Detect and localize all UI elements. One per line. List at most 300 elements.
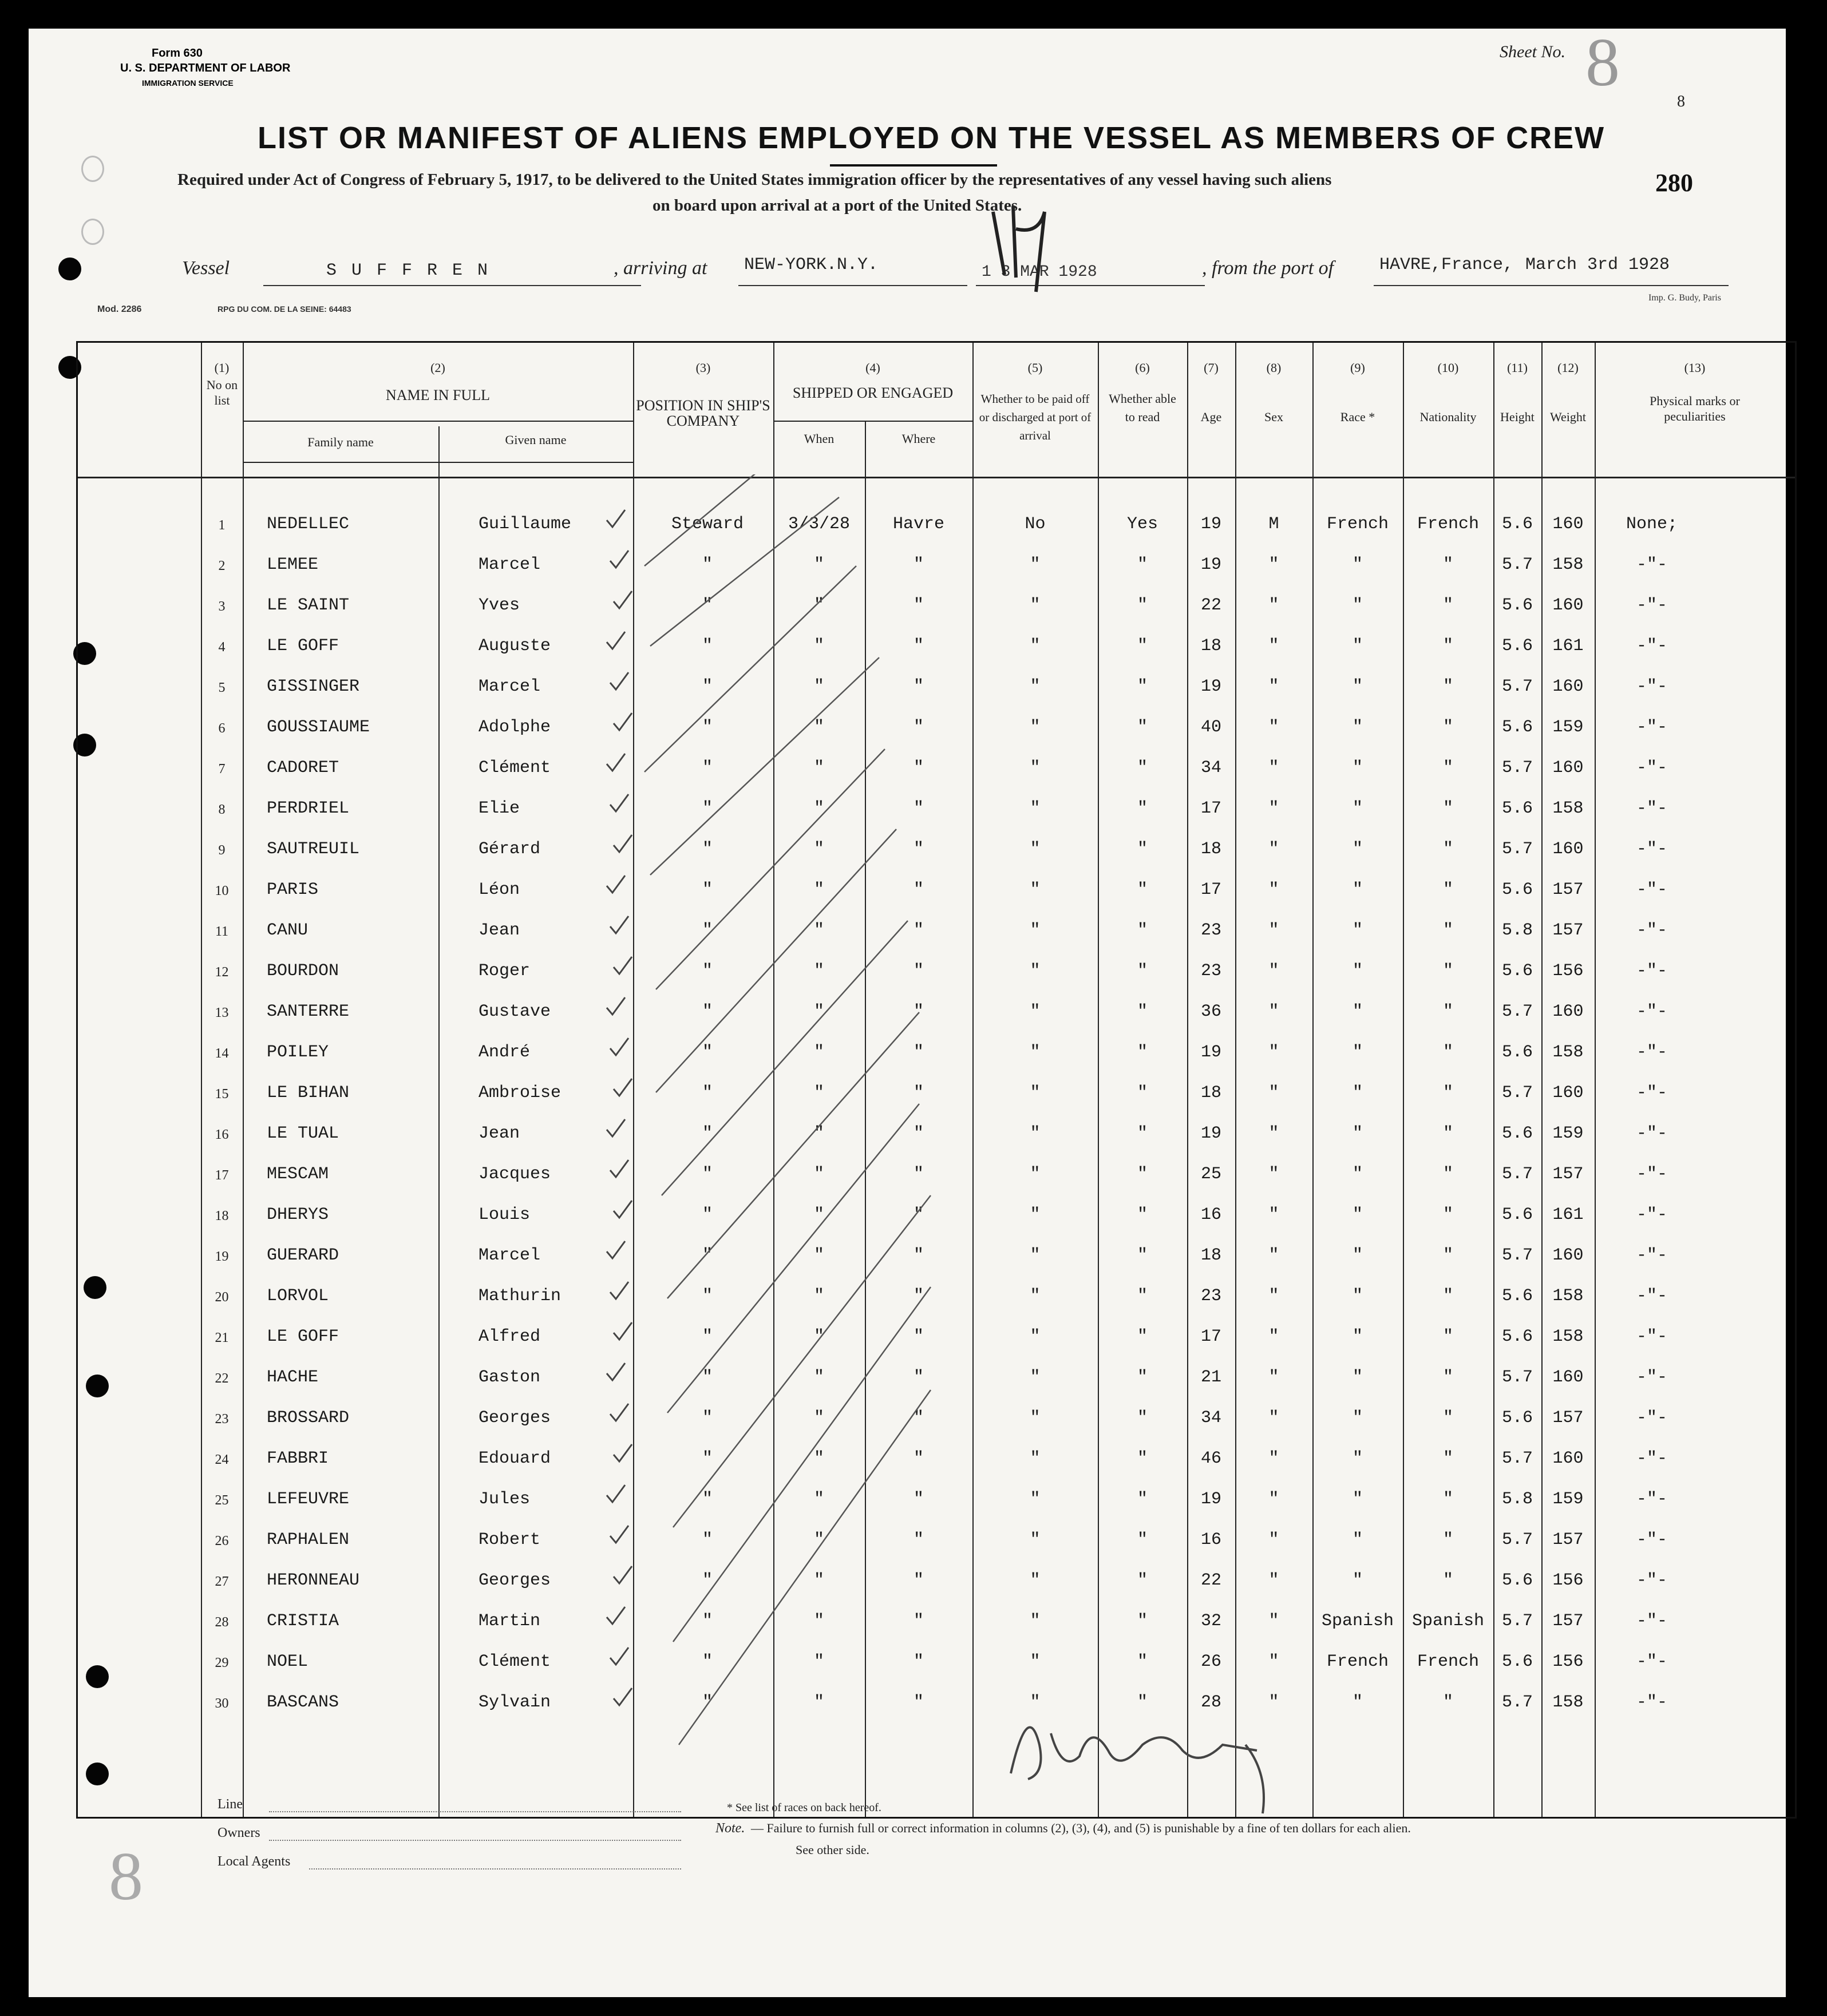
vessel-underline (263, 285, 641, 286)
cell-given: Sylvain (478, 1693, 551, 1712)
cell-nationality: " (1442, 799, 1453, 818)
cell-when: " (813, 1124, 824, 1143)
cell-weight: 158 (1552, 1286, 1584, 1306)
cell-position: " (702, 1693, 713, 1712)
cell-position: " (702, 718, 713, 737)
cell-weight: 158 (1552, 799, 1584, 818)
cell-sex: " (1268, 636, 1279, 656)
cell-position: " (702, 677, 713, 696)
cell-no: 28 (215, 1615, 229, 1630)
cell-given: Clément (478, 1652, 551, 1672)
cell-sex: " (1268, 1165, 1279, 1184)
cell-height: 5.7 (1501, 1693, 1533, 1712)
cell-given: Marcel (478, 555, 541, 575)
form-number: Form 630 (152, 47, 203, 60)
cell-marks: -"- (1636, 1246, 1667, 1265)
cell-age: 18 (1200, 1083, 1221, 1103)
col1-number: (1) (214, 361, 230, 375)
from-underline (1374, 285, 1729, 286)
cell-sex: " (1268, 880, 1279, 900)
cell-no: 20 (215, 1290, 229, 1305)
cell-nationality: " (1442, 636, 1453, 656)
cell-position: " (702, 1165, 713, 1184)
cell-given: Ambroise (478, 1083, 561, 1103)
cell-height: 5.7 (1501, 758, 1533, 778)
cell-sex: " (1268, 961, 1279, 981)
cell-given: Georges (478, 1571, 551, 1590)
col8-number: (8) (1266, 361, 1282, 375)
cell-height: 5.6 (1501, 514, 1533, 534)
cell-nationality: " (1442, 1205, 1453, 1225)
col12-number: (12) (1557, 361, 1579, 375)
cell-when: " (813, 921, 824, 940)
signature (994, 1688, 1291, 1819)
col10-number: (10) (1437, 361, 1459, 375)
cell-where: " (913, 1124, 924, 1143)
agents-label: Local Agents (217, 1854, 291, 1869)
cell-read: " (1137, 839, 1148, 859)
cell-weight: 160 (1552, 1246, 1584, 1265)
cell-no: 30 (215, 1696, 229, 1711)
cell-race: " (1352, 636, 1363, 656)
cell-no: 19 (215, 1249, 229, 1264)
cell-paid: No (1025, 514, 1046, 534)
cell-paid: " (1030, 1205, 1041, 1225)
cell-given: Adolphe (478, 718, 551, 737)
cell-position: " (702, 1490, 713, 1509)
cell-read: " (1137, 555, 1148, 575)
cell-where: " (913, 636, 924, 656)
cell-height: 5.7 (1501, 555, 1533, 575)
cell-family: LE SAINT (267, 596, 350, 615)
cell-no: 17 (215, 1168, 229, 1183)
cell-age: 19 (1200, 1124, 1221, 1143)
cell-position: " (702, 1449, 713, 1468)
cell-no: 23 (215, 1412, 229, 1427)
cell-read: " (1137, 677, 1148, 696)
cell-sex: " (1268, 1449, 1279, 1468)
cell-when: " (813, 1165, 824, 1184)
cell-marks: -"- (1636, 799, 1667, 818)
col4-number: (4) (865, 361, 880, 375)
cell-given: Georges (478, 1408, 551, 1428)
cell-when: " (813, 1530, 824, 1550)
cell-nationality: French (1417, 514, 1480, 534)
cell-nationality: " (1442, 1693, 1453, 1712)
cell-paid: " (1030, 758, 1041, 778)
cell-marks: -"- (1636, 839, 1667, 859)
cell-read: " (1137, 1652, 1148, 1672)
cell-when: " (813, 1449, 824, 1468)
cell-marks: -"- (1636, 1449, 1667, 1468)
cell-weight: 160 (1552, 514, 1584, 534)
cell-when: " (813, 1286, 824, 1306)
cell-nationality: " (1442, 880, 1453, 900)
cell-family: HACHE (267, 1368, 319, 1387)
cell-no: 24 (215, 1452, 229, 1467)
side-number: 280 (1655, 169, 1693, 197)
cell-no: 16 (215, 1127, 229, 1142)
line-field (269, 1811, 681, 1812)
cell-weight: 157 (1552, 880, 1584, 900)
cell-sex: " (1268, 1611, 1279, 1631)
cell-given: Marcel (478, 1246, 541, 1265)
mod-label: Mod. 2286 (97, 304, 142, 314)
cell-age: 19 (1200, 555, 1221, 575)
cell-paid: " (1030, 1043, 1041, 1062)
cell-weight: 158 (1552, 1693, 1584, 1712)
cell-family: LE BIHAN (267, 1083, 350, 1103)
cell-read: " (1137, 961, 1148, 981)
printer-label: Imp. G. Budy, Paris (1648, 293, 1721, 303)
arrival-underline (738, 285, 967, 286)
cell-where: " (913, 921, 924, 940)
cell-no: 12 (215, 965, 229, 980)
cell-sex: " (1268, 677, 1279, 696)
cell-age: 17 (1200, 1327, 1221, 1346)
cell-height: 5.7 (1501, 1368, 1533, 1387)
cell-sex: " (1268, 799, 1279, 818)
cell-height: 5.6 (1501, 1286, 1533, 1306)
cell-race: French (1326, 514, 1389, 534)
agents-field (309, 1868, 681, 1870)
cell-no: 7 (218, 762, 226, 777)
cell-family: RAPHALEN (267, 1530, 350, 1550)
cell-weight: 159 (1552, 1490, 1584, 1509)
crew-table (76, 341, 1797, 1819)
cell-weight: 157 (1552, 1530, 1584, 1550)
cell-height: 5.6 (1501, 961, 1533, 981)
cell-nationality: " (1442, 555, 1453, 575)
col5-number: (5) (1027, 361, 1043, 375)
sheet-label: Sheet No. (1500, 42, 1565, 61)
cell-race: " (1352, 961, 1363, 981)
cell-weight: 157 (1552, 921, 1584, 940)
cell-given: Jean (478, 1124, 520, 1143)
col5-header: Whether to be paid off or discharged at port of arrival (979, 392, 1092, 442)
cell-read: " (1137, 1571, 1148, 1590)
cell-given: Mathurin (478, 1286, 561, 1306)
cell-when: " (813, 1693, 824, 1712)
cell-marks: -"- (1636, 1002, 1667, 1021)
cell-paid: " (1030, 799, 1041, 818)
cell-nationality: " (1442, 839, 1453, 859)
cell-read: " (1137, 758, 1148, 778)
cell-family: LORVOL (267, 1286, 329, 1306)
cell-paid: " (1030, 1490, 1041, 1509)
cell-sex: " (1268, 1490, 1279, 1509)
cell-age: 23 (1200, 1286, 1221, 1306)
cell-given: Edouard (478, 1449, 551, 1468)
cell-family: CRISTIA (267, 1611, 339, 1631)
cell-when: " (813, 1611, 824, 1631)
cell-nationality: " (1442, 677, 1453, 696)
corner-mark: 8 (109, 1838, 143, 1914)
cell-family: HERONNEAU (267, 1571, 360, 1590)
cell-paid: " (1030, 1246, 1041, 1265)
cell-position: " (702, 880, 713, 900)
cell-family: CANU (267, 921, 309, 940)
cell-when: " (813, 758, 824, 778)
cell-where: " (913, 1165, 924, 1184)
cell-race: " (1352, 1002, 1363, 1021)
cell-read: " (1137, 718, 1148, 737)
owners-field (269, 1840, 681, 1841)
cell-no: 1 (218, 518, 226, 533)
cell-position: " (702, 758, 713, 778)
cell-paid: " (1030, 1693, 1041, 1712)
cell-read: " (1137, 799, 1148, 818)
cell-paid: " (1030, 880, 1041, 900)
cell-marks: -"- (1636, 1571, 1667, 1590)
cell-weight: 160 (1552, 677, 1584, 696)
cell-when: " (813, 1408, 824, 1428)
cell-position: " (702, 1002, 713, 1021)
cell-weight: 160 (1552, 1449, 1584, 1468)
cell-given: Gérard (478, 839, 541, 859)
cell-weight: 156 (1552, 1652, 1584, 1672)
cell-position: " (702, 839, 713, 859)
col7-number: (7) (1204, 361, 1219, 375)
cell-weight: 160 (1552, 1083, 1584, 1103)
cell-height: 5.7 (1501, 677, 1533, 696)
cell-family: NOEL (267, 1652, 309, 1672)
cell-weight: 157 (1552, 1611, 1584, 1631)
cell-no: 6 (218, 721, 226, 736)
cell-age: 19 (1200, 514, 1221, 534)
manifest-sheet (29, 24, 1786, 1997)
cell-nationality: " (1442, 1449, 1453, 1468)
cell-paid: " (1030, 1327, 1041, 1346)
cell-no: 26 (215, 1534, 229, 1548)
cell-where: " (913, 1490, 924, 1509)
cell-paid: " (1030, 1165, 1041, 1184)
cell-nationality: " (1442, 1165, 1453, 1184)
cell-no: 27 (215, 1574, 229, 1589)
cell-family: GUERARD (267, 1246, 339, 1265)
col2-number: (2) (430, 361, 445, 375)
hole-ring (81, 156, 104, 182)
cell-read: " (1137, 1449, 1148, 1468)
cell-marks: -"- (1636, 1408, 1667, 1428)
col2-header: NAME IN FULL (386, 387, 490, 403)
cell-height: 5.6 (1501, 799, 1533, 818)
cell-paid: " (1030, 1368, 1041, 1387)
cell-no: 9 (218, 843, 226, 858)
col9-number: (9) (1350, 361, 1365, 375)
cell-when: " (813, 1368, 824, 1387)
cell-position: " (702, 1205, 713, 1225)
cell-marks: -"- (1636, 921, 1667, 940)
cell-given: Alfred (478, 1327, 541, 1346)
cell-height: 5.7 (1501, 1611, 1533, 1631)
col3-header: POSITION IN SHIP'S COMPANY (636, 397, 770, 429)
cell-no: 5 (218, 680, 226, 695)
vessel-label: Vessel (182, 258, 230, 279)
cell-where: " (913, 1083, 924, 1103)
cell-sex: " (1268, 758, 1279, 778)
cell-paid: " (1030, 1124, 1041, 1143)
cell-read: " (1137, 1246, 1148, 1265)
cell-where: " (913, 1652, 924, 1672)
cell-marks: None; (1626, 514, 1678, 534)
cell-position: " (702, 1327, 713, 1346)
cell-paid: " (1030, 718, 1041, 737)
cell-height: 5.6 (1501, 718, 1533, 737)
col9-header: Race * (1340, 410, 1375, 424)
cell-sex: " (1268, 718, 1279, 737)
position-column-strike-lines (610, 474, 954, 1848)
cell-age: 19 (1200, 1043, 1221, 1062)
arrival-port: NEW-YORK.N.Y. (744, 255, 879, 275)
cell-age: 19 (1200, 1490, 1221, 1509)
cell-weight: 160 (1552, 839, 1584, 859)
cell-given: Gaston (478, 1368, 541, 1387)
cell-no: 21 (215, 1330, 229, 1345)
cell-read: " (1137, 1124, 1148, 1143)
cell-given: Clément (478, 758, 551, 778)
cell-family: POILEY (267, 1043, 329, 1062)
cell-where: " (913, 839, 924, 859)
cell-given: Jean (478, 921, 520, 940)
col6-number: (6) (1135, 361, 1150, 375)
cell-read: " (1137, 1490, 1148, 1509)
cell-given: Léon (478, 880, 520, 900)
cell-when: " (813, 1002, 824, 1021)
cell-no: 2 (218, 559, 226, 573)
col10-header: Nationality (1419, 410, 1477, 424)
cell-read: " (1137, 1043, 1148, 1062)
cell-nationality: " (1442, 1124, 1453, 1143)
cell-height: 5.8 (1501, 1490, 1533, 1509)
cell-marks: -"- (1636, 1205, 1667, 1225)
cell-read: " (1137, 1327, 1148, 1346)
cell-no: 13 (215, 1005, 229, 1020)
cell-sex: " (1268, 1408, 1279, 1428)
cell-race: " (1352, 1693, 1363, 1712)
cell-when: " (813, 718, 824, 737)
cell-read: " (1137, 1205, 1148, 1225)
cell-family: LE GOFF (267, 636, 339, 656)
cell-sex: " (1268, 1043, 1279, 1062)
cell-age: 19 (1200, 677, 1221, 696)
cell-sex: " (1268, 1368, 1279, 1387)
cell-height: 5.6 (1501, 596, 1533, 615)
cell-when: 3/3/28 (788, 514, 851, 534)
cell-sex: " (1268, 1124, 1279, 1143)
note-text: — Failure to furnish full or correct information in columns (2), (3), (4), and (5) is punishable by a fine of ten dollars for each alien. (751, 1821, 1411, 1835)
cell-marks: -"- (1636, 1327, 1667, 1346)
cell-weight: 158 (1552, 1043, 1584, 1062)
cell-nationality: French (1417, 1652, 1480, 1672)
cell-when: " (813, 1083, 824, 1103)
col11-number: (11) (1507, 361, 1528, 375)
cell-sex: " (1268, 839, 1279, 859)
cell-when: " (813, 961, 824, 981)
cell-weight: 156 (1552, 961, 1584, 981)
cell-height: 5.7 (1501, 1002, 1533, 1021)
cell-paid: " (1030, 1286, 1041, 1306)
cell-family: BASCANS (267, 1693, 339, 1712)
cell-age: 32 (1200, 1611, 1221, 1631)
cell-paid: " (1030, 596, 1041, 615)
cell-age: 22 (1200, 1571, 1221, 1590)
cell-family: SAUTREUIL (267, 839, 360, 859)
cell-nationality: " (1442, 1246, 1453, 1265)
col4-header: SHIPPED OR ENGAGED (792, 385, 954, 401)
cell-weight: 158 (1552, 1327, 1584, 1346)
cell-sex: " (1268, 555, 1279, 575)
cell-given: Jacques (478, 1165, 551, 1184)
cell-height: 5.7 (1501, 1530, 1533, 1550)
cell-sex: " (1268, 921, 1279, 940)
cell-age: 25 (1200, 1165, 1221, 1184)
cell-family: LE GOFF (267, 1327, 339, 1346)
cell-marks: -"- (1636, 677, 1667, 696)
cell-height: 5.7 (1501, 1165, 1533, 1184)
cell-position: " (702, 1286, 713, 1306)
cell-race: " (1352, 718, 1363, 737)
cell-given: André (478, 1043, 531, 1062)
requirement-line-1: Required under Act of Congress of February 5, 1917, to be delivered to the United States immigration officer by the representatives of any vessel having such aliens (177, 171, 1332, 189)
cell-nationality: " (1442, 718, 1453, 737)
cell-where: " (913, 1693, 924, 1712)
cell-race: " (1352, 1165, 1363, 1184)
cell-nationality: " (1442, 1286, 1453, 1306)
cell-when: " (813, 1043, 824, 1062)
cell-sex: " (1268, 1327, 1279, 1346)
cell-paid: " (1030, 961, 1041, 981)
cell-where: " (913, 718, 924, 737)
when-header: When (804, 431, 835, 446)
cell-given: Guillaume (478, 514, 572, 534)
cell-read: Yes (1126, 514, 1158, 534)
cell-paid: " (1030, 1449, 1041, 1468)
cell-no: 11 (215, 924, 229, 939)
cell-age: 26 (1200, 1652, 1221, 1672)
sheet-number: 8 (1585, 24, 1620, 100)
cell-given: Roger (478, 961, 531, 981)
cell-read: " (1137, 1530, 1148, 1550)
cell-sex: " (1268, 1286, 1279, 1306)
cell-race: " (1352, 839, 1363, 859)
cell-race: " (1352, 1246, 1363, 1265)
cell-position: " (702, 1368, 713, 1387)
given-name-header: Given name (505, 433, 567, 447)
cell-where: " (913, 555, 924, 575)
cell-no: 4 (218, 640, 226, 655)
cell-position: " (702, 1124, 713, 1143)
requirement-line-2: on board upon arrival at a port of the United States. (652, 196, 1022, 215)
cell-nationality: " (1442, 1530, 1453, 1550)
cell-when: " (813, 636, 824, 656)
cell-paid: " (1030, 1571, 1041, 1590)
cell-no: 10 (215, 884, 229, 898)
cell-weight: 160 (1552, 758, 1584, 778)
cell-paid: " (1030, 1611, 1041, 1631)
col13-header: Physical marks or peculiarities (1650, 394, 1740, 423)
cell-nationality: " (1442, 1043, 1453, 1062)
cell-paid: " (1030, 1408, 1041, 1428)
cell-no: 25 (215, 1493, 229, 1508)
col8-header: Sex (1264, 410, 1283, 424)
department-name: U. S. DEPARTMENT OF LABOR (120, 62, 291, 74)
cell-race: " (1352, 880, 1363, 900)
cell-marks: -"- (1636, 555, 1667, 575)
cell-height: 5.7 (1501, 1083, 1533, 1103)
cell-position: " (702, 596, 713, 615)
note-label: Note. (715, 1821, 745, 1836)
